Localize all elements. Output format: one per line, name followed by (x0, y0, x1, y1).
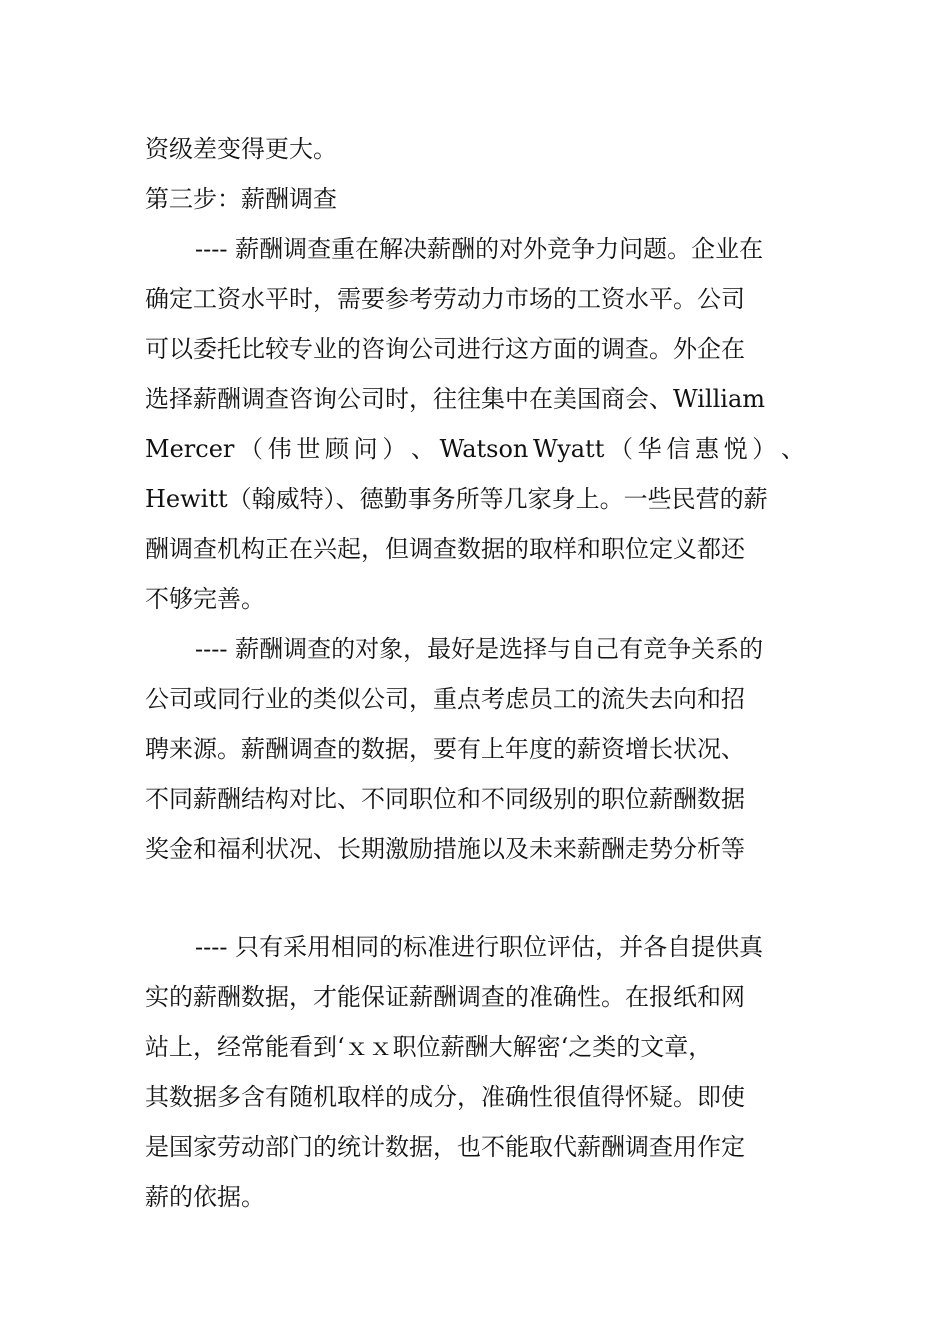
text-token: 悦 (723, 435, 748, 463)
paragraph-line: 是国家劳动部门的统计数据，也不能取代薪酬调查用作定 (145, 1133, 745, 1161)
text-token: 惠 (694, 435, 719, 463)
text-token: （ (609, 435, 633, 463)
paragraph-line: ---- 薪酬调查重在解决薪酬的对外竞争力问题。企业在 (195, 235, 764, 263)
text-token: Watson (439, 435, 529, 463)
text-token: 、 (780, 435, 805, 463)
text-token: 顾 (325, 435, 349, 463)
paragraph-line: 薪的依据。 (145, 1183, 265, 1211)
paragraph-line-justified (145, 434, 805, 464)
text-token: ） (382, 435, 407, 463)
text-token: 华 (637, 435, 662, 463)
text-token: 伟 (267, 435, 292, 463)
text-token: 世 (296, 435, 321, 463)
paragraph-line: 其数据多含有随机取样的成分，准确性很值得怀疑。即使 (145, 1083, 745, 1111)
text-token: 信 (666, 435, 691, 463)
paragraph-line: ---- 薪酬调查的对象，最好是选择与自己有竞争关系的 (195, 635, 764, 663)
text-token: （ (239, 435, 264, 463)
paragraph-line: 不同薪酬结构对比、不同职位和不同级别的职位薪酬数据 (145, 785, 745, 813)
text-token: 、 (410, 435, 435, 463)
section-heading: 第三步：薪酬调查 (145, 185, 337, 213)
paragraph-line: 聘来源。薪酬调查的数据，要有上年度的薪资增长状况、 (145, 735, 745, 763)
text-token: Wyatt (533, 435, 605, 463)
paragraph-line: ---- 只有采用相同的标准进行职位评估，并各自提供真 (195, 933, 764, 961)
paragraph-line: 公司或同行业的类似公司，重点考虑员工的流失去向和招 (145, 685, 745, 713)
paragraph-line: 选择薪酬调查咨询公司时，往往集中在美国商会、William (145, 385, 766, 413)
paragraph-line: 奖金和福利状况、长期激励措施以及未来薪酬走势分析等 (145, 835, 745, 863)
paragraph-line: 可以委托比较专业的咨询公司进行这方面的调查。外企在 (145, 335, 745, 363)
paragraph-line: 不够完善。 (145, 585, 265, 613)
text-token: ） (752, 435, 777, 463)
text-line: 资级差变得更大。 (145, 135, 337, 163)
paragraph-line: 确定工资水平时，需要参考劳动力市场的工资水平。公司 (145, 285, 745, 313)
text-token: Mercer (145, 435, 235, 463)
paragraph-line: 实的薪酬数据，才能保证薪酬调查的准确性。在报纸和网 (145, 983, 745, 1011)
paragraph-line: Hewitt（翰威特）、德勤事务所等几家身上。一些民营的薪 (145, 485, 768, 513)
text-token: 问 (353, 435, 378, 463)
paragraph-line: 站上，经常能看到‘ｘｘ职位薪酬大解密‘之类的文章， (145, 1033, 713, 1061)
paragraph-line: 酬调查机构正在兴起，但调查数据的取样和职位定义都还 (145, 535, 745, 563)
